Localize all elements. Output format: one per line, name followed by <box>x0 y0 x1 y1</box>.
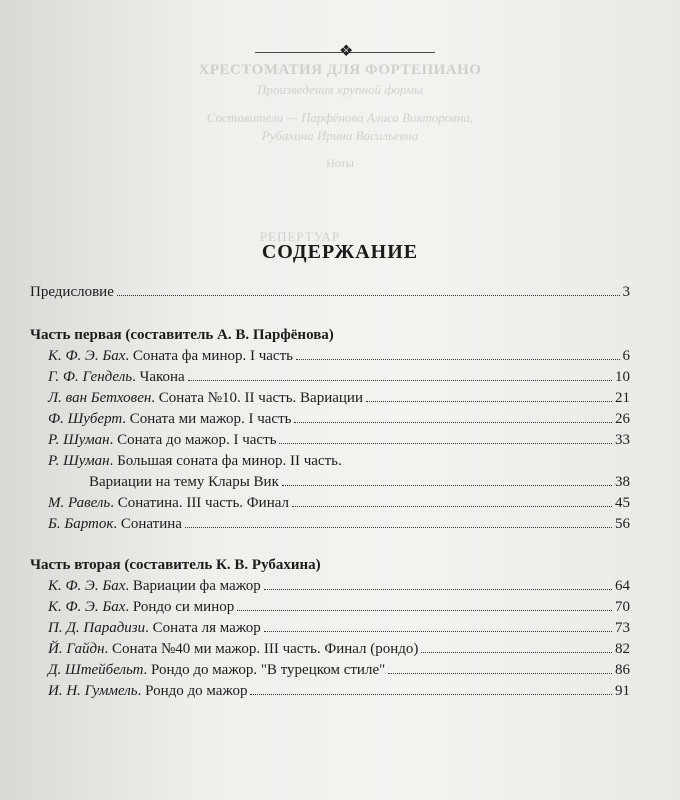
toc-composer: Й. Гайдн <box>48 641 105 657</box>
toc-work: . Соната ми мажор. I часть <box>122 411 292 427</box>
toc-entry <box>30 346 630 367</box>
toc-entry <box>30 388 630 409</box>
toc-entry <box>30 681 630 702</box>
toc-work: . Вариации фа мажор <box>125 578 261 594</box>
toc-page-number: 86 <box>615 662 630 678</box>
toc-page-number: 21 <box>615 390 630 406</box>
toc-composer: К. Ф. Э. Бах <box>48 348 126 364</box>
leader-dots <box>296 359 620 360</box>
toc-entry <box>30 639 630 660</box>
toc-entry <box>30 493 630 514</box>
leader-dots <box>264 631 612 632</box>
page-title: СОДЕРЖАНИЕ <box>261 241 419 263</box>
leader-dots <box>421 652 612 653</box>
toc-entry-label: Предисловие <box>30 284 114 300</box>
toc-composer: Ф. Шуберт <box>48 411 123 427</box>
toc-entry-preface <box>30 282 630 303</box>
toc-work: . Соната №40 ми мажор. III часть. Финал (рондо) <box>104 641 419 657</box>
toc-entry <box>30 430 630 451</box>
toc-page-number: 70 <box>615 599 630 615</box>
toc-section-heading: Часть вторая (составитель К. В. Рубахина) <box>30 557 321 573</box>
toc-entry <box>30 409 630 430</box>
ghost-line: Произведения крупной формы <box>257 82 423 97</box>
toc-page-number: 91 <box>615 683 630 699</box>
ghost-line: Ноты <box>326 156 354 170</box>
toc-entry-first-line <box>30 451 630 472</box>
toc-page-number: 38 <box>615 474 630 490</box>
toc-work: . Сонатина. III часть. Финал <box>110 495 289 511</box>
toc-composer: Б. Барток <box>48 516 114 532</box>
bleed-through-text <box>0 62 680 171</box>
toc-entry <box>30 576 630 597</box>
toc-work: . Сонатина <box>113 516 182 532</box>
leader-dots <box>250 694 612 695</box>
ghost-line: ХРЕСТОМАТИЯ ДЛЯ ФОРТЕПИАНО <box>198 62 482 78</box>
toc-entry <box>30 618 630 639</box>
toc-work: . Соната фа минор. I часть <box>125 348 293 364</box>
leader-dots <box>366 401 612 402</box>
toc-work: . Рондо си минор <box>125 599 235 615</box>
toc-work: . Соната до мажор. I часть <box>109 432 277 448</box>
toc-work: . Рондо до мажор. "В турецком стиле" <box>143 662 386 678</box>
toc-entry <box>30 514 630 535</box>
toc-work: . Чакона <box>132 369 185 385</box>
leader-dots <box>188 380 612 381</box>
toc-composer: К. Ф. Э. Бах <box>48 578 126 594</box>
toc-entry <box>30 660 630 681</box>
toc-composer: Л. ван Бетховен <box>48 390 152 406</box>
diamond-ornament-icon: ❖ <box>339 43 354 60</box>
toc-entry <box>30 367 630 388</box>
toc-entry <box>30 597 630 618</box>
toc-composer: М. Равель <box>48 495 111 511</box>
toc-page-number: 73 <box>615 620 630 636</box>
toc-composer: Р. Шуман <box>48 453 110 469</box>
toc-work: . Большая соната фа минор. II часть. <box>109 453 342 469</box>
leader-dots <box>388 673 612 674</box>
leader-dots <box>117 295 620 296</box>
toc-page-number: 3 <box>622 284 630 300</box>
toc-work-continuation: Вариации на тему Клары Вик <box>89 474 279 490</box>
toc-work: . Соната ля мажор <box>145 620 261 636</box>
ghost-line: Рубахина Ирина Васильевна <box>261 128 419 143</box>
toc-page-number: 6 <box>622 348 630 364</box>
toc-page-number: 82 <box>615 641 630 657</box>
ghost-line: Составители — Парфёнова Алиса Викторовна, <box>206 110 474 125</box>
leader-dots <box>264 589 612 590</box>
leader-dots <box>185 527 612 528</box>
toc-page-number: 64 <box>615 578 630 594</box>
toc-composer: Д. Штейбельт <box>48 662 144 678</box>
table-of-contents <box>30 282 630 702</box>
toc-page-number: 56 <box>615 516 630 532</box>
toc-page-number: 33 <box>615 432 630 448</box>
leader-dots <box>279 443 612 444</box>
leader-dots <box>294 422 612 423</box>
leader-dots <box>237 610 612 611</box>
toc-work: . Соната №10. II часть. Вариации <box>151 390 363 406</box>
toc-composer: П. Д. Парадизи <box>48 620 146 636</box>
toc-page-number: 10 <box>615 369 630 385</box>
toc-composer: Р. Шуман <box>48 432 110 448</box>
toc-composer: И. Н. Гуммель <box>48 683 138 699</box>
toc-page-number: 45 <box>615 495 630 511</box>
toc-section-heading: Часть первая (составитель А. В. Парфёнова) <box>30 327 334 343</box>
toc-entry-continuation <box>30 472 630 493</box>
leader-dots <box>292 506 612 507</box>
leader-dots <box>282 485 612 486</box>
toc-page-number: 26 <box>615 411 630 427</box>
toc-composer: Г. Ф. Гендель <box>48 369 133 385</box>
ghost-line: РЕПЕРТУАР <box>259 229 341 244</box>
toc-work: . Рондо до мажор <box>137 683 248 699</box>
toc-composer: К. Ф. Э. Бах <box>48 599 126 615</box>
